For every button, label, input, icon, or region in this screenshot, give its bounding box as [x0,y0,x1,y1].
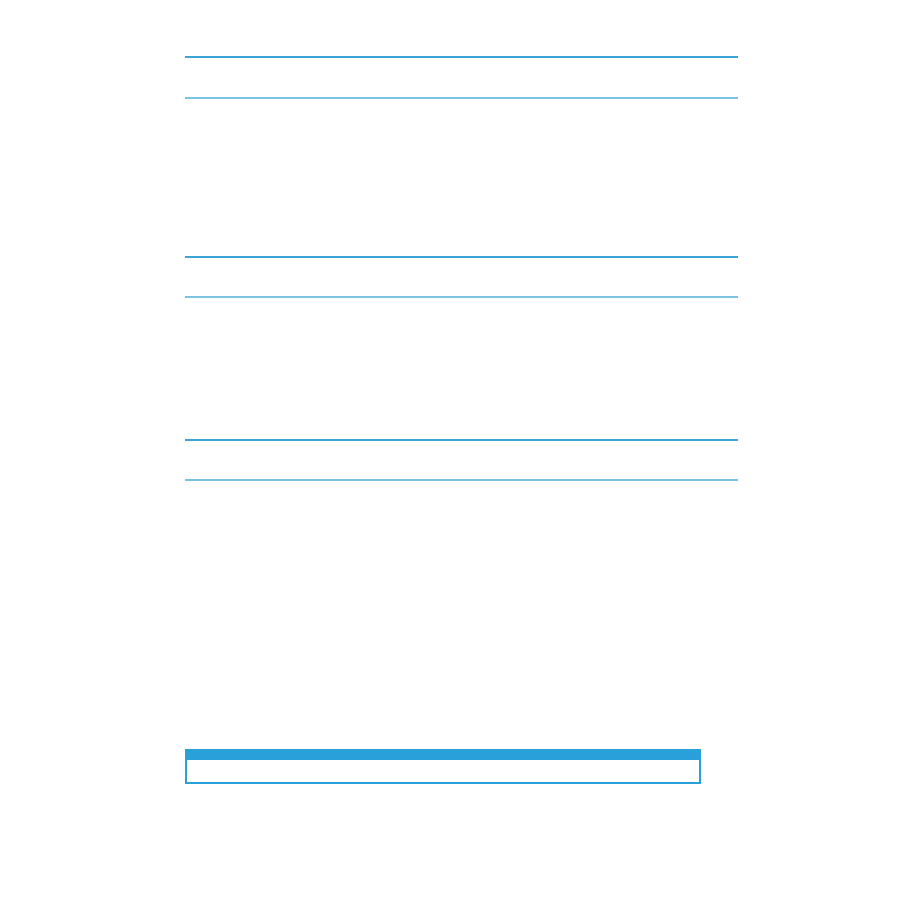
thermal-comparison [396,300,738,305]
subsidy-info-box [185,749,701,784]
section-divider [185,56,738,58]
section-divider [185,479,738,481]
section-divider [185,97,738,99]
section-divider [185,256,738,258]
product-sidebar [739,0,785,900]
section-divider [185,439,738,441]
subsidy-box-title [187,751,699,760]
section-divider [185,296,738,298]
